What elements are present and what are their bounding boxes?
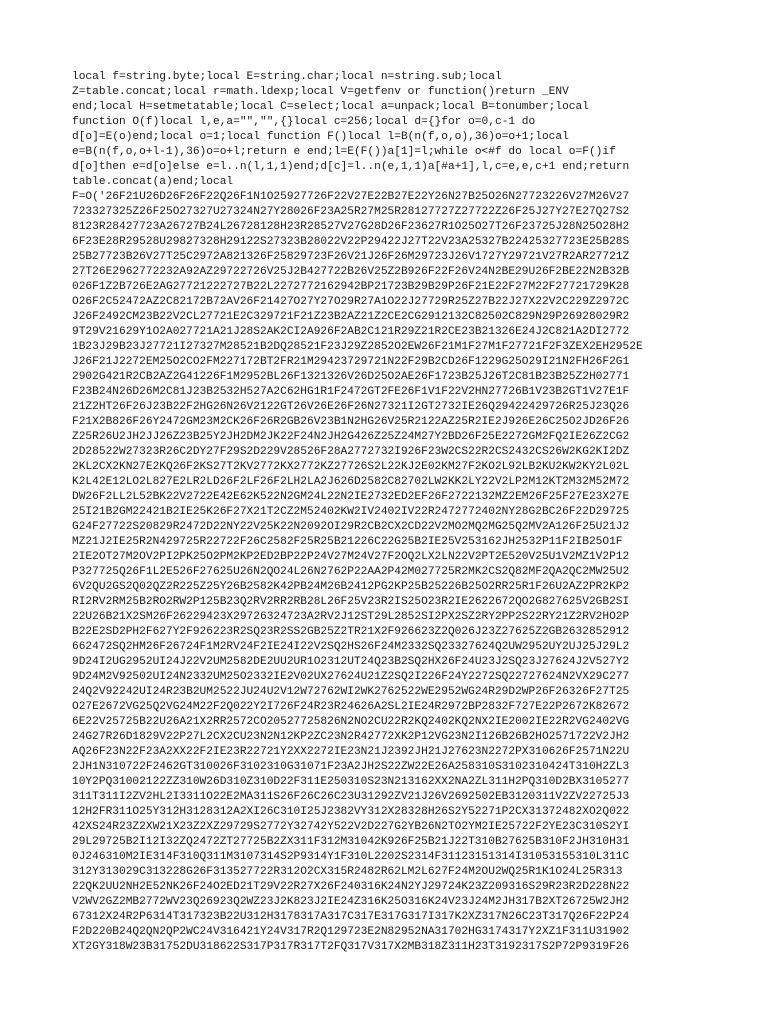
code-line: F21X2B826F26Y2472GM23M2CK26F26R2GB26V23B1N2HG26V25R2122AZ25R2IE2J926E26C25O2JD26F26 bbox=[72, 416, 630, 428]
code-line: MZ21J2IE25R2N429725R22722F26C2582F25R25B21226C22G25B2IE25V253162JH2532P11F2IB25O1F bbox=[72, 536, 623, 548]
code-line: 25B27723B26V27T25C2972A821326F25829723F26V21J26F26M29723J26V1727Y29721V27R2AR27721Z bbox=[72, 251, 630, 263]
code-line: 2902G421R2CB2AZ2G41226F1M2952BL26F1321326V26D25O2AE26F1723B25J26T2C81B23B25Z2H02771 bbox=[72, 371, 630, 383]
code-line: d[o]=E(o)end;local o=1;local function F()local l=B(n(f,o,o),36)o=o+1;local bbox=[72, 131, 569, 143]
code-line: J26F2492CM23B22V2CL27721E2C329721F21Z23B2AZ21Z2CE2CG2912132C82502C829N29P26928029R2 bbox=[72, 311, 630, 323]
code-line: function O(f)local l,e,a="","",{}local c=256;local d={}for o=0,c-1 do bbox=[72, 116, 536, 128]
code-line: 1B23J29B23J27721I27327M28521B2DQ28521F23J29Z2852O2EW26F21M1F27M1F27721F2F3ZEX2EH2952E bbox=[72, 341, 643, 353]
code-line: d[o]then e=d[o]else e=l..n(l,1,1)end;d[c]=l..n(e,1,1)a[#a+1],l,c=e,e,c+1 end;return bbox=[72, 161, 630, 173]
code-line: 311T311I2ZV2HL2I3311O22E2MA311S26F26C26C23U31292ZV21J26V2692502EB3120311V2ZV22725J3 bbox=[72, 791, 630, 803]
code-line: 2IE2OT27M2OV2PI2PK25O2PM2KP2ED2BP22P24V27M24V27F2OQ2LX2LN22V2PT2E520V25U1V2MZ1V2P12 bbox=[72, 551, 630, 563]
code-line: 25I21B2GM22421B2IE25K26F27X21T2CZ2M52402KW2IV2402IV22R2472772402NY28G2BC26F22D29725 bbox=[72, 506, 630, 518]
code-line: 2D28522W27323R26C2DY27F29S2D229V28526F28A2772732I926F23W2CS22R2CS2432CS26W2KG2KI2DZ bbox=[72, 446, 630, 458]
code-line: 723327325Z26F25O27327U27324N27Y28026F23A25R27M25R28127727Z27722Z26F25J27Y27E27Q27S2 bbox=[72, 206, 630, 218]
code-line: V2WV2GZ2MB2772WV23Q26923Q2WZ23J2K823J2IE24Z316K25O316K24V23J24M2JH317B2XT26725W2JH2 bbox=[72, 896, 630, 908]
code-line: XT2GY318W23B31752DU318622S317P317R317T2FQ317V317X2MB318Z311H23T3192317S2P72P9319F26 bbox=[72, 941, 630, 953]
code-line: P327725Q26F1L2E526F27625U26N2QO24L26N2762P22AA2P42M027725R2MK2CS2Q82MF2QA2QC2MW25U2 bbox=[72, 566, 630, 578]
code-line: J26F21J2272EM25O2CO2FM227172BT2FR21M29423729721N22F29B2CD26F1229G25O29I21N2FH26F2G1 bbox=[72, 356, 630, 368]
code-line: Z=table.concat;local r=math.ldexp;local V=getfenv or function()return _ENV bbox=[72, 86, 569, 98]
code-line: F=O('26F21U26D26F26F22Q26F1N1O25927726F22V27E22B27E22Y26N27B25O26N27723226V27M26V27 bbox=[72, 191, 630, 203]
code-line: K2L42E12LO2L827E2LR2LD26F2LF26F2LH2LA2J626D2582C82702LW2KK2LY22V2LP2M12KT2M32M52M72 bbox=[72, 476, 630, 488]
code-line: 662472SQ2HM26F26724F1M2RV24F2IE24I22V2SQ2HS26F24M2332SQ23327624Q2UW2952UY2UJ25J29L2 bbox=[72, 641, 630, 653]
code-line: 6V2QU2GS2Q02QZ2R225Z25Y26B2582K42PB24M26B2412PG2KP25B25226B25O2RR25R1F26U2AZ2PR2KP2 bbox=[72, 581, 630, 593]
code-line: 67312X24R2P6314T317323B22U312H3178317A317C317E317G317I317K2XZ317N26C23T317Q26F22P24 bbox=[72, 911, 630, 923]
code-line: 21Z2HT26F26J23B22F2HG26N26V2122GT26V26E26F26N27321I2GT2732IE26Q29422429726R25J23Q26 bbox=[72, 401, 630, 413]
code-line: G24F27722S20829R2472D22NY22V25K22N2092OI29R2CB2CX2CD22V2MO2MQ2MG25Q2MV2A126F25U21J2 bbox=[72, 521, 630, 533]
code-line: 8123R28427723A26727B24L26728128H23R28527V27G28D26F23627R1O25O27T26F23725J28N25O28H2 bbox=[72, 221, 630, 233]
code-line: 27T26E2962772232A92AZ29722726V25J2B427722B26V25Z2B926F22F26V24N2BE29U26F2BE22N2B32B bbox=[72, 266, 630, 278]
code-line: end;local H=setmetatable;local C=select;local a=unpack;local B=tonumber;local bbox=[72, 101, 589, 113]
code-line: 10Y2PQ31002122ZZ310W26D310Z310D22F311E250310S23N213162XX2NA2ZL311H2PQ310D2BX3105277 bbox=[72, 776, 630, 788]
code-line: 24G27R26D1829V22P27L2CX2CU23N2N12KP2ZC23N2R42772XK2P12VG23N2I126B26B2HO2571722V2JH2 bbox=[72, 731, 630, 743]
code-line: 9D24M2V92502UI24N2332UM25O2332IE2V02UX27624U21Z2SQ2I226F24Y2272SQ22727624N2VX29C277 bbox=[72, 671, 630, 683]
code-line: 9T29V21629Y1O2A027721A21J28S2AK2CI2A926F2AB2C121R29Z21R2CE23B21326E24J2C821A2DI2772 bbox=[72, 326, 630, 338]
code-line: e=B(n(f,o,o+l-1),36)o=o+l;return e end;l=E(F())a[1]=l;while o<#f do local o=F()if bbox=[72, 146, 616, 158]
code-line: 12H2FR311O25Y312H3128312A2XI26C310I25J2382VY312X28328H26S2Y52271P2CX31372482XO2Q022 bbox=[72, 806, 630, 818]
code-line: 42XS24R23Z2XW21X23Z2XZ29729S2772Y32742Y522V2D227G2YB26N2TO2YM2IE25722F2YE23C310S2YI bbox=[72, 821, 630, 833]
code-line: 24Q2V92242UI24R23B2UM2522JU24U2V12W72762WI2WK2762522WE2952WG24R29D2WP26F26326F27T25 bbox=[72, 686, 630, 698]
code-line: 6F23E28R29528U29827328H29122S27323B28022V22P29422J27T22V23A25327B22425327723E25B28S bbox=[72, 236, 630, 248]
code-line: AQ26F23N22F23A2XX22F2IE23R22721Y2XX2272IE23N21J2392JH21J27623N2272PX310626F2571N22U bbox=[72, 746, 630, 758]
code-line: Z25R26U2JH2JJ26Z23B25Y2JH2DM2JK22F24N2JH2G426Z25Z24M27Y2BD26F25E2272GM2FQ2IE26Z2CG2 bbox=[72, 431, 630, 443]
code-line: local f=string.byte;local E=string.char;local n=string.sub;local bbox=[72, 71, 502, 83]
code-line: 6E22V25725B22U26A21X2RR2572CO20527725826N2NO2CU22R2KQ2402KQ2NX2IE2002IE22R2VG2402VG bbox=[72, 716, 630, 728]
code-line: 026F1Z2B726E2AG27721222727B22L2272772162942BP21723B29B29P26F21E22F27M22F27721729K28 bbox=[72, 281, 630, 293]
code-line: 9D24I2UG2952UI24J22V2UM2582DE2UU2UR1O2312UT24Q23B2SQ2HX26F24U23J2SQ23J27624J2V527Y2 bbox=[72, 656, 630, 668]
code-line: 22QK2UU2NH2E52NK26F24O2ED21T29V22R27X26F240316K24N2YJ29724K23Z209316S29R23R2D228N22 bbox=[72, 881, 630, 893]
code-line: 29L29725B2I12I32ZQ2472ZT27725B2ZX311F312M31042K926F25B21J22T310B27625B310F2JH310H31 bbox=[72, 836, 630, 848]
code-listing bbox=[72, 70, 708, 955]
code-line: O26F2C52472AZ2C82172B72AV26F21427O27Y27O29R27A1O22J27729R25Z27B22J27X22V2C229Z2972C bbox=[72, 296, 630, 308]
code-line: F2D220B24Q2QN2QP2WC24V316421Y24V317R2Q129723E2N82952NA31702HG3174317Y2XZ1F311U31902 bbox=[72, 926, 630, 938]
code-line: DW26F2LL2L52BK22V2722E42E62K522N2GM24L22N2IE2732ED2EF26F2722132MZ2EM26F25F27E23X27E bbox=[72, 491, 630, 503]
code-line: 2KL2CX2KN27E2KQ26F2KS27T2KV2772KX2772KZ27726S2L22KJ2E02KM27F2KO2L92LB2KU2KW2KY2L02L bbox=[72, 461, 630, 473]
code-line: 0J246310M2IE314F310Q311M3107314S2P9314Y1F310L2202S2314F31123151314I31053155310L311C bbox=[72, 851, 630, 863]
code-line: RI2RV2RM25B2RO2RW2P125B23Q2RV2RR2RB28L26F25V23R2IS25O23R2IE2622672QO2G827625V2GB2SI bbox=[72, 596, 630, 608]
code-line: B22E2SD2PH2F627Y2F926223R2SQ23R2SS2GB25Z2TR21X2F926623Z2Q026J23Z27625Z2GB2632852912 bbox=[72, 626, 630, 638]
code-line: 2JH1N310722F2462GT310026F3102310G31071F23A2JH2S22ZW22E26A258310S3102310424T310H2ZL3 bbox=[72, 761, 630, 773]
code-line: table.concat(a)end;local bbox=[72, 176, 234, 188]
code-line: O27E2672VG25Q2VG24M22F2Q022Y2I726F24R23R24626A2SL2IE24R2972BP2832F727E22P2672K82672 bbox=[72, 701, 630, 713]
code-line: 312Y313029C313228G26F313527722R312O2CX315R2482R62LM2L627F24M2OU2WQ25R1K1O24L25R313 bbox=[72, 866, 623, 878]
code-line: 22U26B21X2SM26F26229423X29726324723A2RV2J12ST29L2852SI2PX2SZ2RY2PP2S22RY21Z2RV2HO2P bbox=[72, 611, 630, 623]
code-line: F23B24N26D26M2C81J23B2532H527A2C62HG1R1F2472GT2FE26F1V1F22V2HN27726B1V23B2GT1V27E1F bbox=[72, 386, 630, 398]
